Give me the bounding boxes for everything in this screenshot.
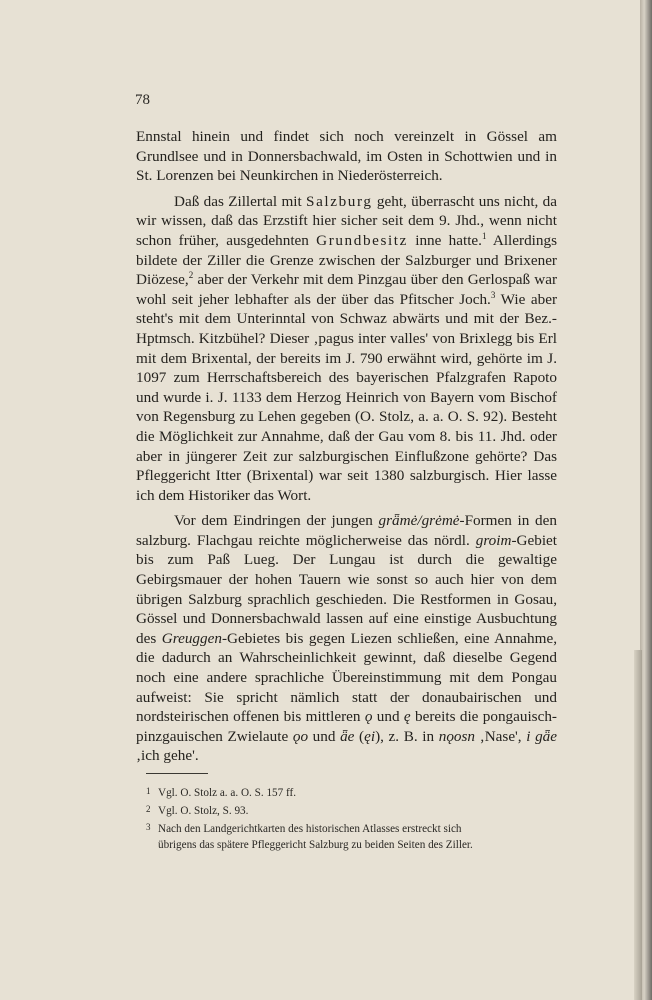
text-run: und <box>308 727 341 745</box>
text-run: Salzburg <box>306 192 373 210</box>
text-run: grǟmė/grėmė <box>378 512 460 530</box>
text-run: groim <box>475 531 512 549</box>
text-run: Greuggen <box>161 629 222 647</box>
footnote <box>146 801 556 819</box>
paragraph <box>136 511 557 766</box>
text-run: Vor dem Eindringen der jungen <box>174 512 379 530</box>
text-run: -Gebiet bis zum Paß Lueg. Der Lungau ist durch die gewaltige Gebirgsmauer der hohen Tauern wie sonst so auch hier von dem übrigen Salzburg sprachlich geschieden. Die Restformen in Gosau, Gössel und Donnersbachwald lassen auf eine einstige Ausbuchtung des <box>136 531 557 647</box>
text-run: nǫosn <box>438 727 476 745</box>
text-run: Daß das Zillertal mit <box>174 192 307 210</box>
footnote-text: Vgl. O. Stolz, S. 93. <box>158 805 249 817</box>
paragraph <box>136 127 557 186</box>
text-run: ǫ <box>364 708 373 726</box>
text-run: ( <box>354 727 365 745</box>
footnote-separator <box>146 773 208 774</box>
footnote-text: Vgl. O. Stolz a. a. O. S. 157 ff. <box>158 787 297 799</box>
text-run: inne hatte. <box>407 231 482 249</box>
text-run: ‚Nase', <box>475 727 527 745</box>
text-run: ęi <box>364 727 376 745</box>
page-number: 78 <box>135 92 150 108</box>
text-run: ǟe <box>340 727 355 745</box>
text-run: Grundbesitz <box>316 231 408 249</box>
page-edge-shadow <box>634 650 642 1000</box>
paragraph <box>136 192 557 506</box>
text-run: ę <box>403 708 411 726</box>
text-run: und <box>372 708 404 726</box>
text-run: Wie aber steht's mit dem Unterinntal von Schwaz abwärts und mit der Bez.-Hptmsch. Kitzbühel? Dieser ‚pagus inter valles' von Brixlegg bis Erl mit dem Brixental, der bereits im J. 790 erwähnt wird, gehörte im J. 1097 zum Herrschaftsbereich des bayerischen Pfalzgrafen Rapoto und wurde i. J. 1133 dem Herzog Heinrich von Bayern vom Bischof von Regensburg zu Lehen gegeben (O. Stolz, a. a. O. S. 92). Besteht die Möglichkeit zur Annahme, daß der Gau vom 8. bis 11. Jhd. oder aber in jüngerer Zeit zur salzburgischen Einflußzone gehörte? Das Pfleggericht Itter (Brixental) war seit 1380 salzburgisch. Hier lasse ich dem Historiker das Wort. <box>136 290 558 504</box>
footnote <box>146 783 556 801</box>
text-run: i gǟe <box>526 727 557 745</box>
footnote-number: 1 <box>146 786 151 796</box>
footnote-text: Nach den Landgerichtkarten des historischen Atlasses erstreckt sich <box>158 823 462 835</box>
body-text <box>136 127 557 766</box>
text-run: Allerdings bildete der Ziller die Grenze zwischen der Salzburger und Brixener Diözese, <box>136 231 557 289</box>
text-run: Ennstal hinein und findet sich noch vereinzelt in Gössel am Grundlsee und in Donnersbachwald, im Osten in Schottwien und in St. Lorenzen bei Neunkirchen in Niederösterreich. <box>136 128 557 185</box>
footnote-ref: 1 <box>481 230 487 241</box>
text-run: ), z. B. in <box>375 727 439 745</box>
footnote <box>146 819 556 837</box>
text-run: aber der Verkehr mit dem Pinzgau über den Gerlospaß war wohl seit jeher lebhafter als der über das Pfitscher Joch. <box>136 271 557 308</box>
footnote-number: 2 <box>146 804 151 814</box>
text-run: ǫo <box>292 727 309 745</box>
text-run: geht, überrascht uns nicht, da wir wissen, daß das Erzstift hier sicher seit dem 9. Jhd., wenn nicht schon früher, ausgedehnten <box>136 192 558 249</box>
text-run: ‚ich gehe'. <box>136 747 199 765</box>
footnote-continuation: übrigens das spätere Pfleggericht Salzburg zu beiden Seiten des Ziller. <box>158 839 473 851</box>
footnotes <box>146 783 556 853</box>
text-run: bereits die pongauisch-pinzgauischen Zwielaute <box>136 708 557 745</box>
text-run: -Formen in den salzburg. Flachgau reichte möglicherweise das nördl. <box>136 512 557 549</box>
footnote-number: 3 <box>146 822 151 832</box>
footnote-ref: 2 <box>188 270 194 281</box>
text-run: -Gebietes bis gegen Liezen schließen, eine Annahme, die dadurch an Wahrscheinlichkeit gewinnt, daß dieselbe Gegend noch eine andere sprachliche Übereinstimmung mit dem Pongau aufweist: Sie spricht nämlich statt der donaubairischen und nordsteirischen offenen bis mittleren <box>136 629 557 726</box>
footnote-ref: 3 <box>490 289 496 300</box>
